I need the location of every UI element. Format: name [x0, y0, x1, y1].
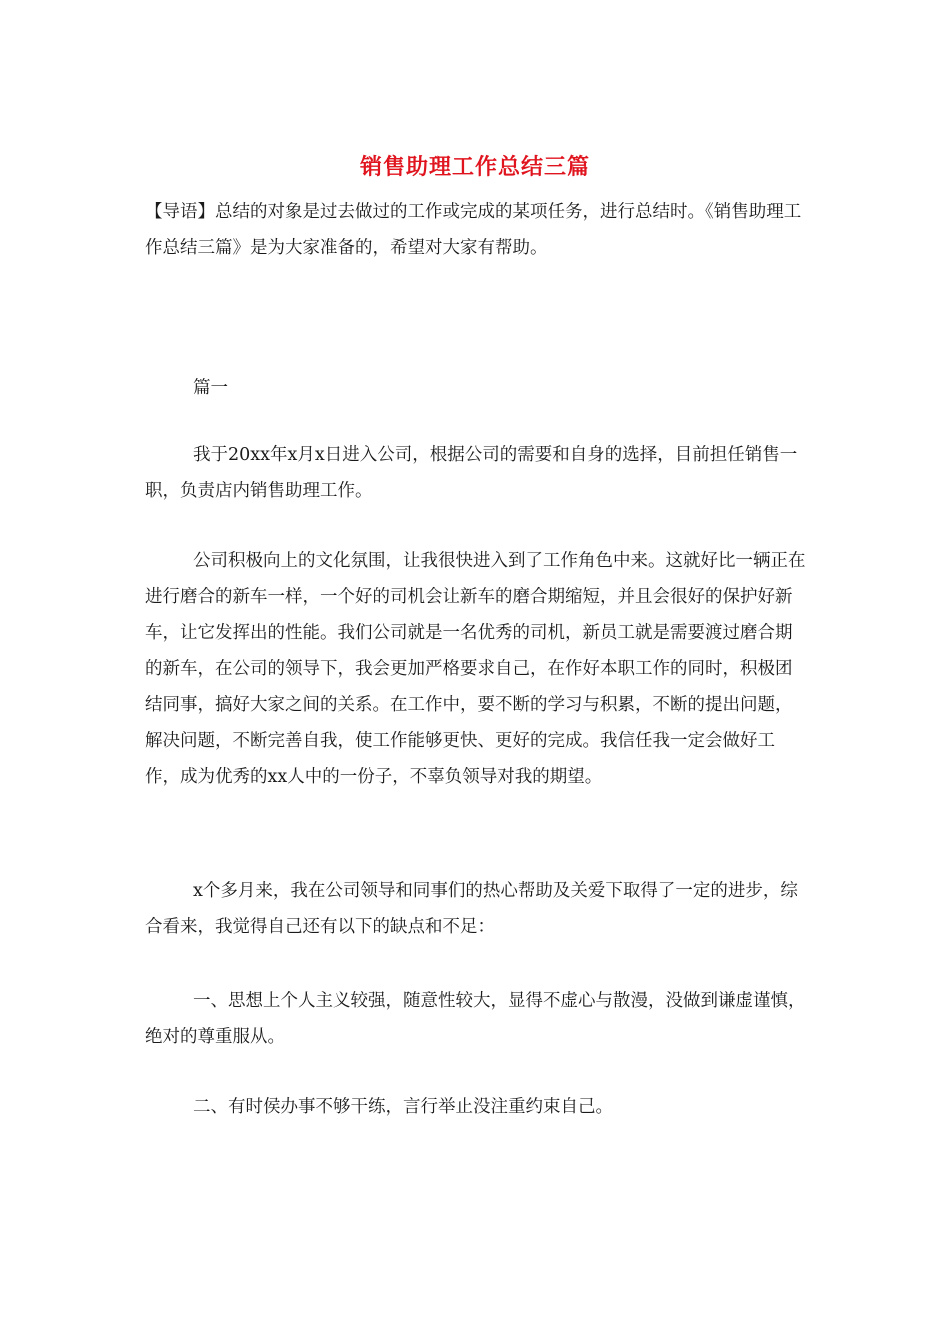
body-paragraph: x个多月来，我在公司领导和同事们的热心帮助及关爱下取得了一定的进步，综合看来，我觉得自己还有以下的缺点和不足： — [145, 881, 798, 937]
intro-paragraph: 【导语】总结的对象是过去做过的工作或完成的某项任务，进行总结时。《销售助理工作总结三篇》是为大家准备的，希望对大家有帮助。 — [145, 202, 802, 258]
body-paragraph: 二、有时侯办事不够干练，言行举止没注重约束自己。 — [193, 1097, 613, 1117]
body-paragraph: 公司积极向上的文化氛围，让我很快进入到了工作角色中来。这就好比一辆正在进行磨合的新车一样，一个好的司机会让新车的磨合期缩短，并且会很好的保护好新车，让它发挥出的性能。我们公司就是一名优秀的司机，新员工就是需要渡过磨合期的新车，在公司的领导下，我会更加严格要求自己，在作好本职工作的同时，积极团结同事，搞好大家之间的关系。在工作中，要不断的学习与积累，不断的提出问题，解决问题，不断完善自我，使工作能够更快、更好的完成。我信任我一定会做好工作，成为优秀的xx人中的一份子，不辜负领导对我的期望。 — [145, 551, 806, 787]
section-heading: 篇一 — [193, 378, 228, 398]
body-paragraph: 我于20xx年x月x日进入公司，根据公司的需要和自身的选择，目前担任销售一职，负责店内销售助理工作。 — [145, 445, 798, 501]
body-paragraph: 一、思想上个人主义较强，随意性较大，显得不虚心与散漫，没做到谦虚谨慎，绝对的尊重服从。 — [145, 991, 806, 1047]
document-title: 销售助理工作总结三篇 — [359, 154, 590, 180]
